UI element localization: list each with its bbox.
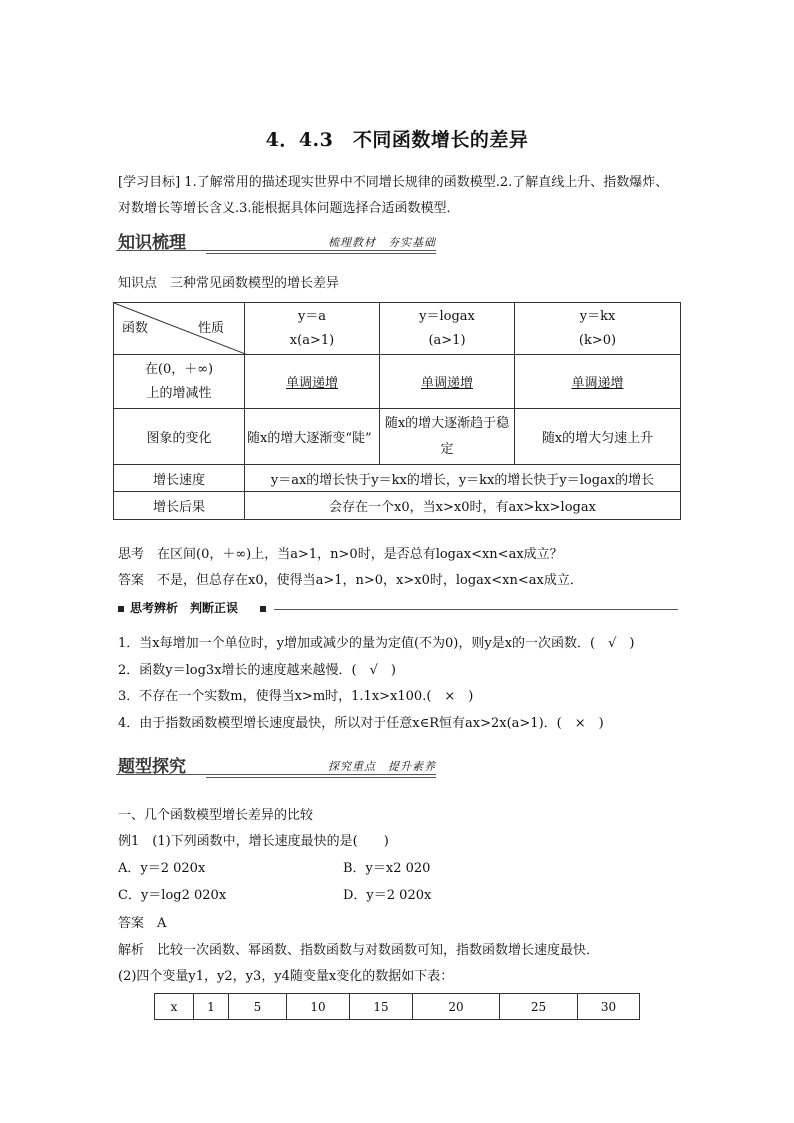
table-header-cell: 20 xyxy=(413,994,500,1020)
learning-goals xyxy=(118,170,680,222)
example-answer: 答案 A xyxy=(118,916,167,931)
example-analysis: 解析 比较一次函数、幂函数、指数函数与对数函数可知，指数函数增长速度最快． xyxy=(118,943,600,958)
section-divider-judge xyxy=(118,602,678,618)
table-header-cell: 1 xyxy=(194,994,229,1020)
cell-speed: y＝ax的增长快于y＝kx的增长，y＝kx的增长快于y＝logax的增长 xyxy=(245,465,681,492)
banner-rule xyxy=(116,250,436,251)
corner-label-function: 函数 xyxy=(122,321,149,336)
banner-subtitle: 梳理教材 夯实基础 xyxy=(328,236,436,249)
cell-graph-exp: 随x的增大逐渐变“陡” xyxy=(245,409,380,465)
think-question: 思考 在区间(0，＋∞)上，当a>1，n>0时，是否总有logax<xn<ax成立？ xyxy=(118,547,563,562)
cell-monotonic-exp: 单调递增 xyxy=(245,355,380,409)
table-corner-cell xyxy=(114,303,245,355)
header-logarithmic xyxy=(380,303,515,355)
banner-subtitle: 探究重点 提升素养 xyxy=(328,760,436,773)
bullet-icon xyxy=(118,606,124,612)
header-logarithmic-bottom: (a>1) xyxy=(428,332,466,348)
goals-text: 1.了解常用的描述现实世界中不同增长规律的函数模型.2.了解直线上升、指数爆炸、对数增长等增长含义.3.能根据具体问题选择合适函数模型． xyxy=(118,175,669,216)
goals-tag: [学习目标] xyxy=(118,175,181,190)
table-header-cell: 5 xyxy=(229,994,287,1020)
banner-rule xyxy=(206,253,436,254)
judge-item: 1．当x每增加一个单位时，y增加或减少的量为定值(不为0)，则y是x的一次函数．( √ ) xyxy=(118,636,635,651)
option-c: C．y＝log2 020x xyxy=(118,888,227,903)
table-header-cell: 10 xyxy=(287,994,350,1020)
data-table xyxy=(154,993,640,1020)
row-label-graph: 图象的变化 xyxy=(114,409,245,465)
section-banner-knowledge xyxy=(116,228,436,256)
judge-item: 4．由于指数函数模型增长速度最快，所以对于任意x∈R恒有ax>2x(a>1)．( × ) xyxy=(118,716,604,731)
corner-label-property: 性质 xyxy=(198,321,225,336)
growth-comparison-table xyxy=(113,302,681,520)
row-label-monotonic xyxy=(114,355,245,409)
cell-monotonic-linear: 单调递增 xyxy=(515,355,681,409)
banner-heading: 知识梳理 xyxy=(118,233,186,253)
header-exponential-bottom: x(a>1) xyxy=(289,332,335,348)
section-judge-label: 思考辨析 判断正误 xyxy=(130,601,239,615)
example-question: 例1 (1)下列函数中，增长速度最快的是( ) xyxy=(118,834,389,849)
banner-rule xyxy=(206,777,436,778)
header-exponential-top: y＝a xyxy=(297,308,327,324)
row-label-speed: 增长速度 xyxy=(114,465,245,492)
example-part2: (2)四个变量y1，y2，y3，y4随变量x变化的数据如下表： xyxy=(118,969,454,984)
table-header-cell: 15 xyxy=(350,994,413,1020)
header-linear-bottom: (k>0) xyxy=(578,332,617,348)
cell-monotonic-log: 单调递增 xyxy=(380,355,515,409)
header-linear xyxy=(515,303,681,355)
banner-rule xyxy=(116,774,436,775)
divider-line xyxy=(274,609,678,610)
topic-heading: 一、几个函数模型增长差异的比较 xyxy=(118,808,314,823)
option-a: A．y＝2 020x xyxy=(118,861,206,876)
banner-heading: 题型探究 xyxy=(118,757,186,777)
header-logarithmic-top: y＝logax xyxy=(419,308,475,324)
table-header-cell: 30 xyxy=(578,994,640,1020)
row-label-line: 在(0，＋∞) xyxy=(144,361,214,377)
row-label-result: 增长后果 xyxy=(114,492,245,520)
judge-item: 2．函数y＝log3x增长的速度越来越慢．( √ ) xyxy=(118,663,396,678)
row-label-line: 上的增减性 xyxy=(146,385,212,401)
section-banner-explore xyxy=(116,752,436,780)
judge-item: 3．不存在一个实数m，使得当x>m时，1.1x>x100.( × ) xyxy=(118,689,474,704)
table-header-cell: 25 xyxy=(500,994,578,1020)
header-exponential xyxy=(245,303,380,355)
page-title: 4．4.3 不同函数增长的差异 xyxy=(265,129,529,151)
cell-result: 会存在一个x0，当x>x0时，有ax>kx>logax xyxy=(245,492,681,520)
table-header-cell: x xyxy=(155,994,194,1020)
option-d: D．y＝2 020x xyxy=(343,888,432,903)
header-linear-top: y＝kx xyxy=(579,308,616,324)
cell-graph-linear: 随x的增大匀速上升 xyxy=(515,409,681,465)
knowledge-point: 知识点 三种常见函数模型的增长差异 xyxy=(118,276,340,291)
bullet-icon xyxy=(260,606,266,612)
cell-graph-log: 随x的增大逐渐趋于稳定 xyxy=(380,409,515,465)
option-b: B．y＝x2 020 xyxy=(343,861,431,876)
think-answer: 答案 不是，但总存在x0，使得当a>1，n>0，x>x0时，logax<xn<ax成立． xyxy=(118,573,583,588)
